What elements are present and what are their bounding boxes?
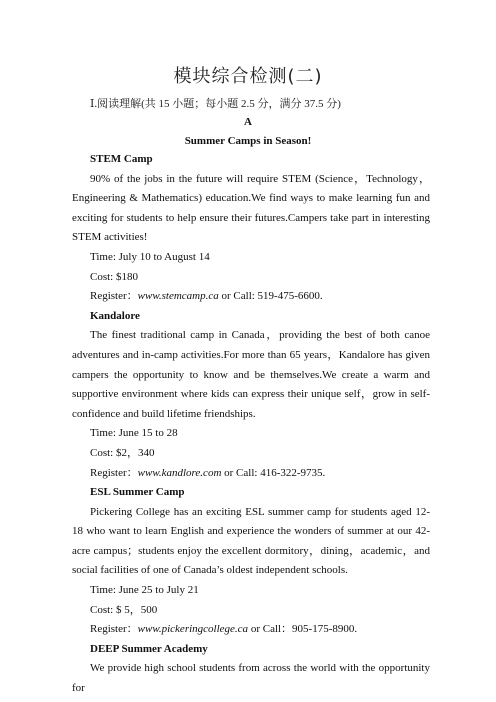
register-label: Register： [90,623,138,636]
camp-name: ESL Summer Camp [90,486,185,499]
camp-description: Pickering College has an exciting ESL summer camp for students aged 12-18 who want to learn English and experience the wonders of summer at our 42-acre campus；students enjoy the excellent dormitory，dining，academic，and social facilities of one of Canada’s oldest independent schools. [72,505,430,577]
camp-url[interactable]: www.kandlore.com [137,466,222,479]
camp-cost: Cost: $2，340 [90,446,155,459]
camp-register [72,464,430,484]
register-label: Register： [90,466,138,479]
register-phone: or Call: 519-475-6600. [218,290,323,303]
camp-name: STEM Camp [90,153,153,165]
camp-name: Kandalore [90,309,140,322]
passage-title: Summer Camps in Season! [184,135,312,147]
camp-url[interactable]: www.stemcamp.ca [137,290,219,303]
register-label: Register： [90,290,138,303]
section-heading: Ⅰ.阅读理解(共 15 小题；每小题 2.5 分，满分 37.5 分) [90,98,341,110]
camp-time: Time: July 10 to August 14 [90,250,210,263]
camp-cost: Cost: $ 5，500 [90,603,158,616]
camp-register [72,287,430,307]
register-phone: or Call：905-175-8900. [248,623,358,636]
camp-description: The finest traditional camp in Canada，providing the best of both canoe adventures and in-camp activities.For more than 65 years，Kandalore has given campers the opportunity to know and be themselves.We create a warm and supportive environment where kids can express their unique self，grow in self-confidence and build lifetime friendships. [72,329,430,420]
camp-register [72,620,430,640]
camp-url[interactable]: www.pickeringcollege.ca [137,623,249,636]
camp-name: DEEP Summer Academy [90,642,208,655]
camp-time: Time: June 25 to July 21 [90,584,199,597]
passage-letter: A [244,116,252,128]
camp-cost: Cost: $180 [90,270,138,283]
register-phone: or Call: 416-322-9735. [221,466,326,479]
camp-time: Time: June 15 to 28 [90,427,178,440]
camp-description: We provide high school students from across the world with the opportunity for [72,662,430,695]
page-title: 模块综合检测(二) [173,66,323,87]
camp-description: 90% of the jobs in the future will require STEM (Science，Technology，Engineering & Mathematics) education.We find ways to make learning fun and exciting for students to help ensure their futures.Campers take part in interesting STEM activities! [72,172,430,244]
passage-body [72,150,430,699]
